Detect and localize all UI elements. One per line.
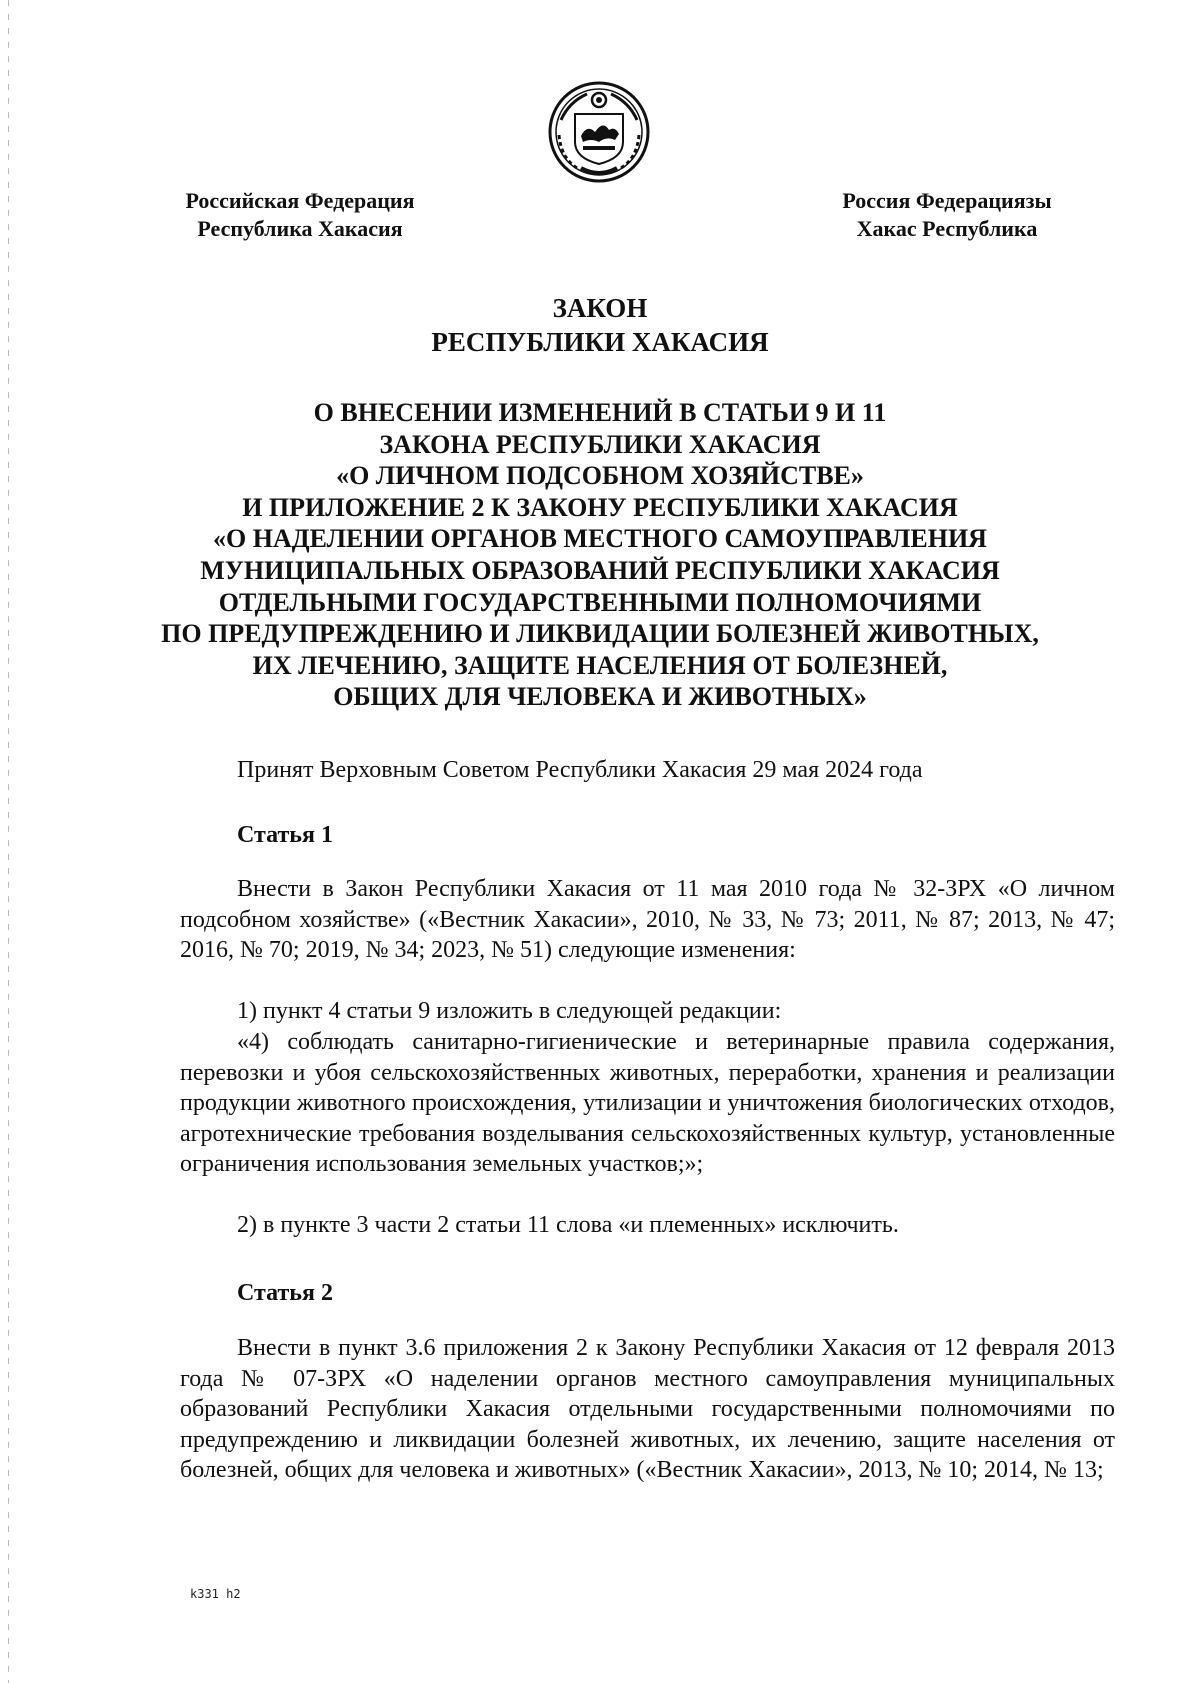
subject-line: «О НАДЕЛЕНИИ ОРГАНОВ МЕСТНОГО САМОУПРАВЛЕНИЯ <box>213 524 987 554</box>
subject-line: О ВНЕСЕНИИ ИЗМЕНЕНИЙ В СТАТЬИ 9 И 11 <box>313 398 887 427</box>
subject-line: ОТДЕЛЬНЫМИ ГОСУДАРСТВЕННЫМИ ПОЛНОМОЧИЯМИ <box>218 587 982 617</box>
article-1-item-2: 2) в пункте 3 части 2 статьи 11 слова «и племенных» исключить. <box>237 1212 899 1238</box>
header-right <box>812 187 1082 243</box>
adoption-line: Принят Верховным Советом Республики Хакасия 29 мая 2024 года <box>237 757 923 783</box>
scan-edge <box>8 0 9 1683</box>
article-1-item-1: 1) пункт 4 статьи 9 изложить в следующей редакции: <box>237 998 782 1024</box>
subject-line: ИХ ЛЕЧЕНИЮ, ЗАЩИТЕ НАСЕЛЕНИЯ ОТ БОЛЕЗНЕЙ, <box>252 650 948 680</box>
law-subject <box>100 397 1100 713</box>
document-code: k331 h2 <box>190 1587 241 1601</box>
subject-line: ПО ПРЕДУПРЕЖДЕНИЮ И ЛИКВИДАЦИИ БОЛЕЗНЕЙ ЖИВОТНЫХ, <box>161 619 1039 649</box>
article-1-heading: Статья 1 <box>237 822 333 848</box>
subject-line: «О ЛИЧНОМ ПОДСОБНОМ ХОЗЯЙСТВЕ» <box>336 461 864 491</box>
article-1-quote: «4) соблюдать санитарно-гигиенические и ветеринарные правила содержания, перевозки и убоя сельскохозяйственных животных, переработки, хранения и реализации продукции животного происхождения, утилизации и уничтожения биологических отходов, агротехнические требования возделывания сельскохозяйственных культур, установленные ограничения использования земельных участков;»; <box>180 1029 1115 1177</box>
law-title-line: ЗАКОН <box>552 293 648 323</box>
article-2-heading: Статья 2 <box>237 1280 333 1306</box>
subject-line: И ПРИЛОЖЕНИЕ 2 К ЗАКОНУ РЕСПУБЛИКИ ХАКАСИЯ <box>242 492 958 522</box>
subject-line: ОБЩИХ ДЛЯ ЧЕЛОВЕКА И ЖИВОТНЫХ» <box>333 682 867 712</box>
article-1-intro: Внести в Закон Республики Хакасия от 11 мая 2010 года № 32-ЗРХ «О личном подсобном хозяйстве» («Вестник Хакасии», 2010, № 33, № 73; 2011, № 87; 2013, № 47; 2016, № 70; 2019, № 34; 2023, № 51) следующие изменения: <box>180 876 1115 963</box>
subject-line: ЗАКОНА РЕСПУБЛИКИ ХАКАСИЯ <box>379 429 821 459</box>
subject-line: МУНИЦИПАЛЬНЫХ ОБРАЗОВАНИЙ РЕСПУБЛИКИ ХАКАСИЯ <box>200 555 1000 585</box>
header-right-line: Россия Федерациязы <box>842 188 1052 213</box>
header-right-line: Хакас Республика <box>856 216 1038 241</box>
coat-of-arms-icon <box>547 80 651 184</box>
article-2-text: Внести в пункт 3.6 приложения 2 к Закону Республики Хакасия от 12 февраля 2013 года № 07-ЗРХ «О наделении органов местного самоуправления муниципальных образований Республики Хакасия отдельными государственными полномочиями по предупреждению и ликвидации болезней животных, их лечению, защите населения от болезней, общих для человека и животных» («Вестник Хакасии», 2013, № 10; 2014, № 13; <box>180 1335 1115 1483</box>
header-left <box>170 187 430 243</box>
header-left-line: Российская Федерация <box>185 188 415 213</box>
law-title-line: РЕСПУБЛИКИ ХАКАСИЯ <box>431 327 769 357</box>
header-left-line: Республика Хакасия <box>197 216 403 241</box>
law-title <box>100 291 1100 359</box>
